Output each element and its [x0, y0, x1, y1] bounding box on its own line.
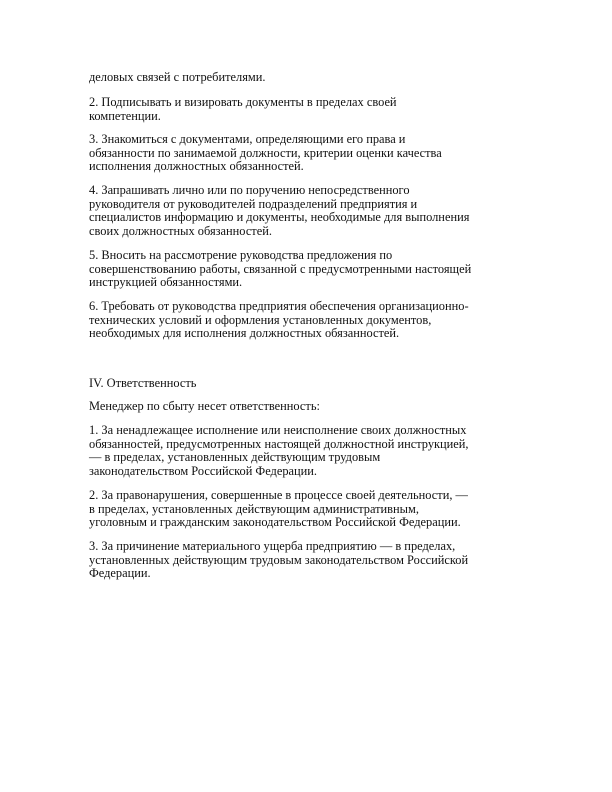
rights-item-4: 4. Запрашивать лично или по поручению непосредственного руководителя от руководителей подразделений предприятия и специалистов информацию и документы, необходимые для выполнения своих должностных обязанностей. — [89, 183, 470, 238]
rights-continuation: деловых связей с потребителями. — [89, 70, 266, 84]
responsibility-item-1: 1. За ненадлежащее исполнение или неисполнение своих должностных обязанностей, предусмотренных настоящей должностной инструкцией, — в пределах, установленных действующим трудовым законодательством Российской Федерации. — [89, 423, 469, 478]
section-intro: Менеджер по сбыту несет ответственность: — [89, 399, 320, 413]
rights-item-6: 6. Требовать от руководства предприятия обеспечения организационно- технических условий и оформления установленных документов, необходимых для исполнения должностных обязанностей. — [89, 299, 469, 341]
responsibility-item-2: 2. За правонарушения, совершенные в процессе своей деятельности, — в пределах, установленных действующим административным, уголовным и гражданским законодательством Российской Федерации. — [89, 488, 468, 530]
rights-item-3: 3. Знакомиться с документами, определяющими его права и обязанности по занимаемой должности, критерии оценки качества исполнения должностных обязанностей. — [89, 132, 442, 174]
rights-item-2: 2. Подписывать и визировать документы в пределах своей компетенции. — [89, 95, 397, 123]
section-heading: IV. Ответственность — [89, 376, 197, 390]
rights-item-5: 5. Вносить на рассмотрение руководства предложения по совершенствованию работы, связанной с предусмотренными настоящей инструкцией обязанностями. — [89, 248, 472, 290]
responsibility-item-3: 3. За причинение материального ущерба предприятию — в пределах, установленных действующим трудовым законодательством Российской Федерации. — [89, 539, 469, 581]
